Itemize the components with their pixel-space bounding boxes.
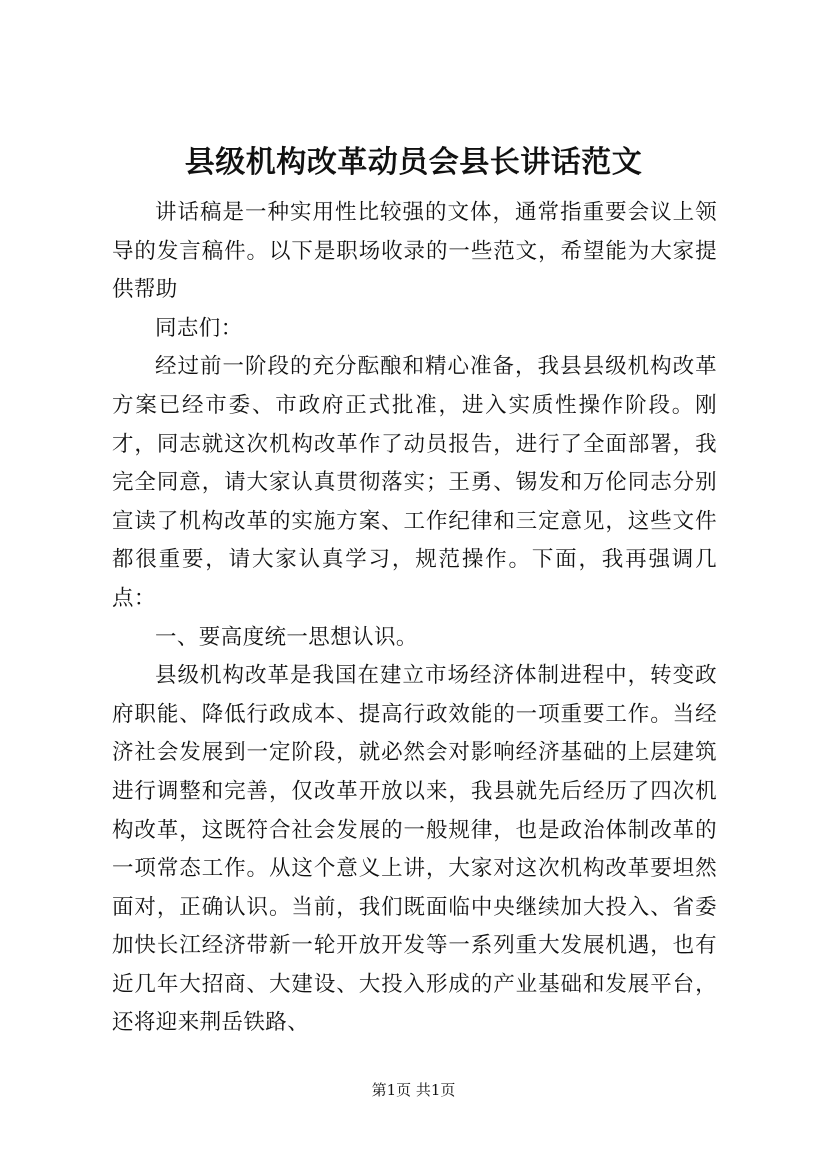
paragraph-intro: 讲话稿是一种实用性比较强的文体，通常指重要会议上领导的发言稿件。以下是职场收录的一些范文，希望能为大家提供帮助 — [112, 200, 717, 303]
document-title: 县级机构改革动员会县长讲话范文 — [184, 145, 643, 180]
paragraph-reform-context: 县级机构改革是我国在建立市场经济体制进程中，转变政府职能、降低行政成本、提高行政效能的一项重要工作。当经济社会发展到一定阶段，就必然会对影响经济基础的上层建筑进行调整和完善，仅改革开放以来，我县就先后经历了四次机构改革，这既符合社会发展的一般规律，也是政治体制改革的一项常态工作。从这个意义上讲，大家对这次机构改革要坦然面对，正确认识。当前，我们既面临中央继续加大投入、省委加快长江经济带新一轮开放开发等一系列重大发展机遇，也有近几年大招商、大建设、大投入形成的产业基础和发展平台，还将迎来荆岳铁路、 — [112, 663, 717, 1036]
document-body — [112, 194, 717, 1043]
paragraph-salutation: 同志们： — [155, 315, 243, 341]
paragraph-heading-one: 一、要高度统一思想认识。 — [155, 624, 418, 650]
paragraph-opening: 经过前一阶段的充分酝酿和精心准备，我县县级机构改革方案已经市委、市政府正式批准，进入实质性操作阶段。刚才，同志就这次机构改革作了动员报告，进行了全面部署，我完全同意，请大家认真贯彻落实；王勇、锡发和万伦同志分别宣读了机构改革的实施方案、工作纪律和三定意见，这些文件都很重要，请大家认真学习，规范操作。下面，我再强调几点： — [112, 354, 717, 611]
page-footer: 第1页 共1页 — [371, 1081, 456, 1099]
